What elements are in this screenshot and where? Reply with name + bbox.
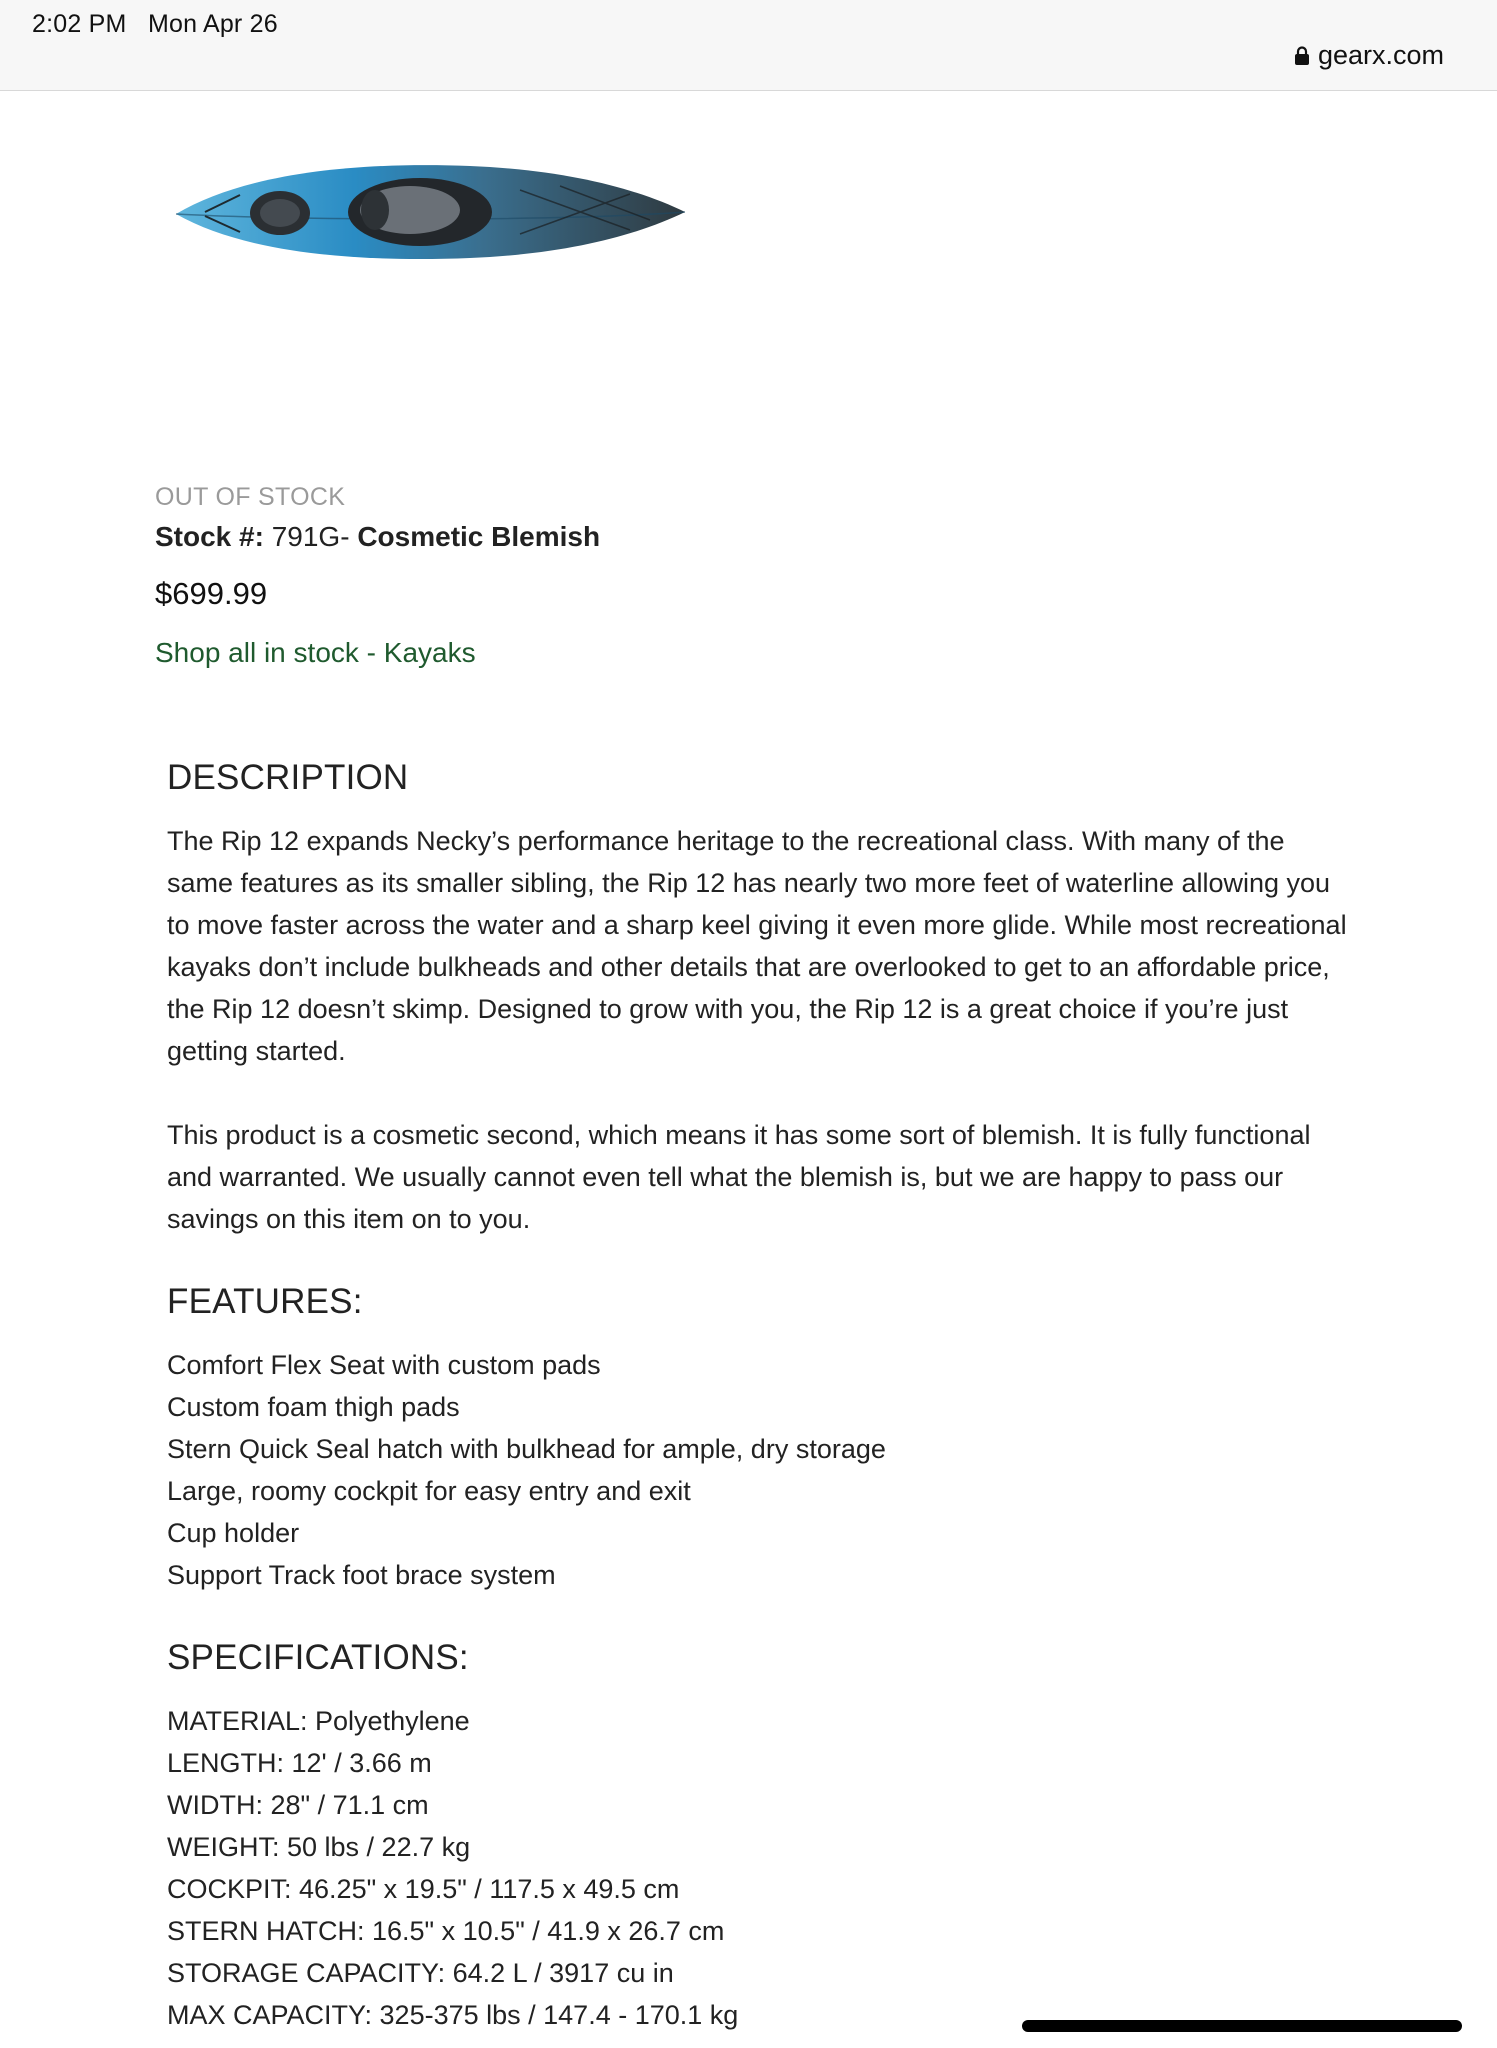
description-title: DESCRIPTION bbox=[167, 758, 409, 797]
list-item: MAX CAPACITY: 325-375 lbs / 147.4 - 170.1 kg bbox=[167, 2000, 739, 2030]
product-price: $699.99 bbox=[155, 576, 268, 611]
stock-label: Stock #: bbox=[155, 521, 264, 552]
list-item: Support Track foot brace system bbox=[167, 1560, 556, 1590]
list-item: STERN HATCH: 16.5" x 10.5" / 41.9 x 26.7 cm bbox=[167, 1916, 725, 1946]
description-paragraph-1: The Rip 12 expands Necky’s performance heritage to the recreational class. With many of the same features as its smaller sibling, the Rip 12 has nearly two more feet of waterline allowing you to move faster across the water and a sharp keel giving it even more glide. While most recreational kayaks don’t include bulkheads and other details that are overlooked to get to an affordable price, the Rip 12 doesn’t skimp. Designed to grow with you, the Rip 12 is a great choice if you’re just getting started. bbox=[167, 826, 1347, 1066]
list-item: MATERIAL: Polyethylene bbox=[167, 1706, 470, 1736]
stock-number bbox=[155, 521, 600, 553]
product-details bbox=[167, 758, 1347, 2036]
list-item: Comfort Flex Seat with custom pads bbox=[167, 1350, 601, 1380]
kayak-image[interactable] bbox=[170, 150, 690, 280]
list-item: Cup holder bbox=[167, 1518, 300, 1548]
list-item: Large, roomy cockpit for easy entry and exit bbox=[167, 1476, 691, 1506]
list-item: LENGTH: 12' / 3.66 m bbox=[167, 1748, 432, 1778]
features-title: FEATURES: bbox=[167, 1282, 363, 1321]
specifications-title: SPECIFICATIONS: bbox=[167, 1638, 469, 1677]
list-item: WEIGHT: 50 lbs / 22.7 kg bbox=[167, 1832, 471, 1862]
stock-status: OUT OF STOCK bbox=[155, 483, 346, 511]
home-indicator[interactable] bbox=[1022, 2020, 1462, 2032]
list-item: Stern Quick Seal hatch with bulkhead for ample, dry storage bbox=[167, 1434, 886, 1464]
status-time: 2:02 PM bbox=[32, 10, 127, 38]
lock-icon bbox=[1294, 46, 1310, 66]
address-bar[interactable] bbox=[1294, 40, 1444, 71]
status-time-date bbox=[32, 10, 278, 39]
list-item: WIDTH: 28" / 71.1 cm bbox=[167, 1790, 429, 1820]
specifications-list bbox=[167, 1700, 1347, 2036]
stock-code: 791G- bbox=[271, 521, 350, 552]
features-list bbox=[167, 1344, 1347, 1596]
description-paragraph-2: This product is a cosmetic second, which means it has some sort of blemish. It is fully functional and warranted. We usually cannot even tell what the blemish is, but we are happy to pass our savings on this item on to you. bbox=[167, 1120, 1311, 1234]
status-date: Mon Apr 26 bbox=[147, 10, 278, 38]
browser-status-bar bbox=[0, 0, 1497, 91]
list-item: Custom foam thigh pads bbox=[167, 1392, 460, 1422]
list-item: STORAGE CAPACITY: 64.2 L / 3917 cu in bbox=[167, 1958, 674, 1988]
list-item: COCKPIT: 46.25" x 19.5" / 117.5 x 49.5 cm bbox=[167, 1874, 680, 1904]
stock-condition: Cosmetic Blemish bbox=[357, 521, 601, 552]
url-text: gearx.com bbox=[1317, 40, 1444, 70]
shop-all-kayaks-link[interactable]: Shop all in stock - Kayaks bbox=[155, 637, 476, 668]
